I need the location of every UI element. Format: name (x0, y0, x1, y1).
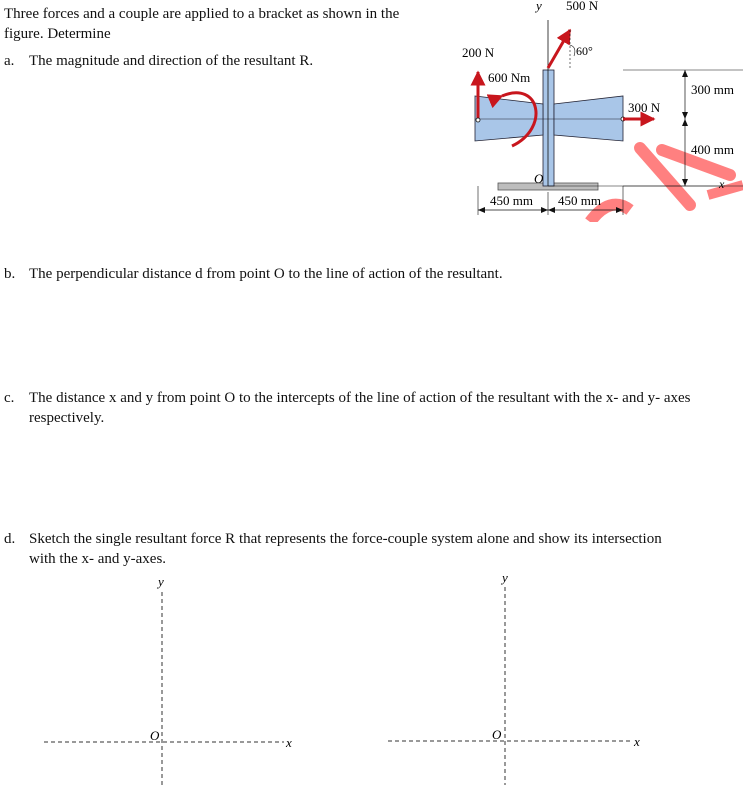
label-400mm: 400 mm (691, 142, 734, 157)
bracket-right-wing (554, 96, 623, 141)
sketch-axes-right (388, 570, 640, 785)
intro-line-1: Three forces and a couple are applied to a bracket as shown in the (4, 6, 400, 22)
question-text: Sketch the single resultant force R that represents the force-couple system alone and show its intersection (29, 531, 662, 547)
label-60deg: 60° (576, 44, 593, 58)
sketch-x-label: x (634, 734, 640, 749)
question-label: c. (4, 390, 15, 406)
question-text: The distance x and y from point O to the intercepts of the line of action of the resultant with the x- and y- axes (29, 390, 691, 406)
question-text: The magnitude and direction of the resultant R. (29, 53, 314, 69)
question-label: b. (4, 266, 16, 282)
sketch-axes-left (44, 574, 292, 788)
angle-arc (570, 45, 575, 56)
force-500-arrow (548, 30, 570, 68)
question-text: The perpendicular distance d from point O to the line of action of the resultant. (29, 266, 503, 282)
bracket-figure (440, 0, 743, 222)
figure-x-label: x (719, 177, 725, 191)
question-c (4, 388, 739, 430)
label-450mm-left: 450 mm (490, 193, 533, 208)
label-300n: 300 N (628, 100, 661, 115)
label-450mm-right: 450 mm (558, 193, 601, 208)
sketch-origin-label: O (150, 728, 160, 743)
figure-origin-label: O (534, 171, 544, 186)
label-600nm: 600 Nm (488, 70, 531, 85)
figure-y-label: y (536, 0, 542, 13)
question-text-cont: with the x- and y-axes. (29, 551, 167, 567)
sketch-origin-label: O (492, 727, 502, 742)
intro-line-2: figure. Determine (4, 26, 111, 42)
question-b (4, 264, 739, 286)
question-label: a. (4, 53, 15, 69)
question-label: d. (4, 531, 16, 547)
label-500n: 500 N (566, 0, 599, 13)
question-text-cont: respectively. (29, 410, 105, 426)
question-a (4, 51, 434, 73)
sketch-y-label: y (502, 570, 508, 585)
sketch-y-label: y (158, 574, 164, 589)
question-d (4, 529, 739, 571)
sketch-x-label: x (286, 735, 292, 750)
bracket-column (543, 70, 554, 186)
label-200n: 200 N (462, 45, 495, 60)
label-300mm: 300 mm (691, 82, 734, 97)
